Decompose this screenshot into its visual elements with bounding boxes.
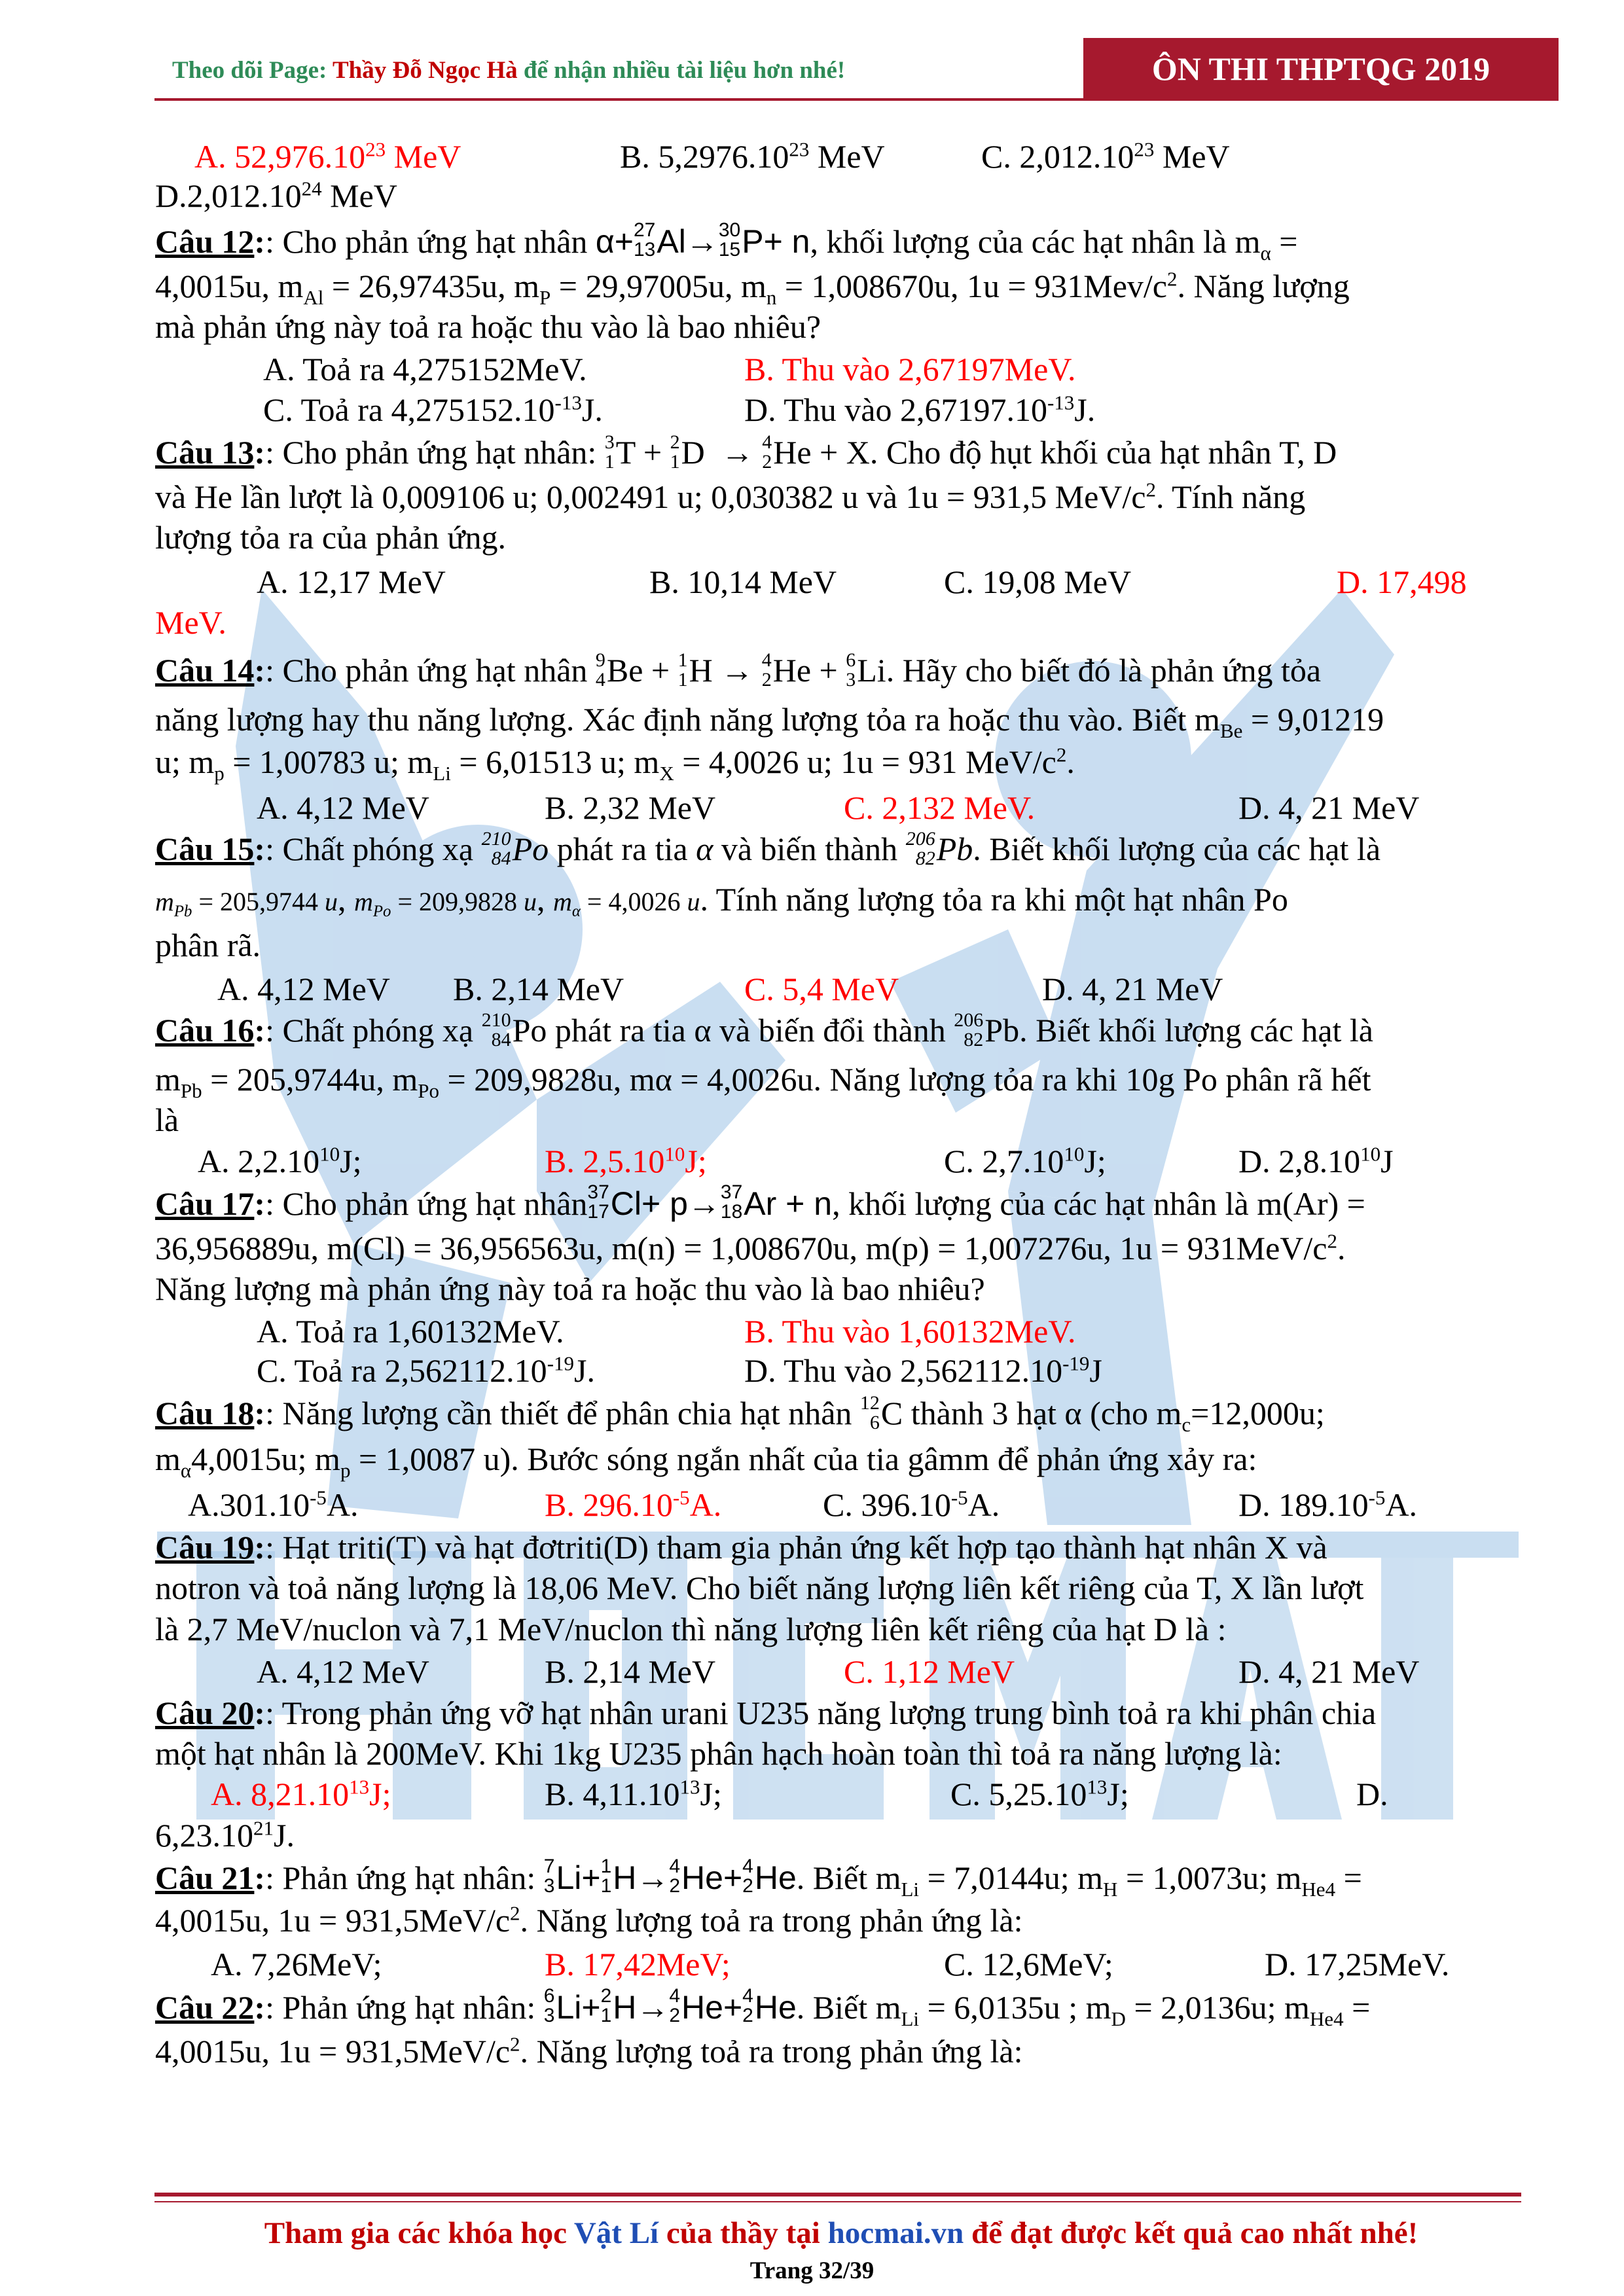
q21-equation: 7 3 Li+ 1 1 H→ 4 2 He+ 4 2 He (543, 1855, 797, 1897)
q17-option-a: A. Toả ra 1,60132MeV. (257, 1313, 564, 1350)
exam-badge: ÔN THI THPTQG 2019 (1083, 38, 1559, 99)
q12-option-c: C. Toả ra $4,275152.10^{-13}J$. (263, 391, 603, 428)
q14-stem: Câu 14:: Cho phản ứng hạt nhân 9 4 Be + 1 1 H → 4 2 He + 6 3 Li. Hãy cho biết đó là phản ứng tỏa (155, 649, 1322, 691)
q21-option-d: D. 17,25MeV. (1265, 1946, 1450, 1982)
q17-stem: Câu 17:: Cho phản ứng hạt nhân 37 17 Cl+ p→ 37 18 Ar + n, khối lượng của các hạt nhân là m(Ar) = (155, 1181, 1365, 1223)
q16-option-d: D. 2,8.10$^{10}$J (1238, 1142, 1394, 1179)
q11-option-a: A. 52,976.10$^{23}$ MeV (194, 137, 461, 175)
q18-option-d: D. $189.10^{-5}A$. (1238, 1486, 1418, 1523)
q14-option-b: B. 2,32 MeV (545, 789, 716, 826)
q19-option-c: C. 1,12 MeV (844, 1653, 1015, 1690)
q20-stem: Câu 20:: Trong phản ứng vỡ hạt nhân urani U235 năng lượng trung bình toả ra khi phân chia (155, 1695, 1377, 1731)
q20-option-c: C. 5,25.10$^{13}$J; (950, 1775, 1129, 1812)
q16-option-b: B. 2,5.10$^{10}$J; (545, 1142, 707, 1179)
footer-promo: Tham gia các khóa học Vật Lí của thầy tại hocmai.vn để đạt được kết quả cao nhất nhé! (264, 2216, 1418, 2250)
q17-stem-2: 36,956889u, m(Cl) = 36,956563u, m(n) = 1,008670u, m(p) = 1,007276u, $1u = 931MeV/c^2$. (155, 1229, 1346, 1266)
q13-label: Câu 13 (155, 434, 255, 471)
q14-equation: 9 4 Be + 1 1 H → 4 2 He + 6 3 Li (595, 649, 886, 691)
q19-option-a: A. 4,12 MeV (257, 1653, 429, 1690)
promo-text: Theo dõi Page: Thầy Đỗ Ngọc Hà để nhận nhiều tài liệu hơn nhé! (172, 57, 846, 84)
q21-stem: Câu 21:: Phản ứng hạt nhân: 7 3 Li+ 1 1 H→ 4 2 He+ 4 2 He. Biết $m_{Li} = 7,0144u$; $m_H = 1,0073u$; $m_{He4}$ = (155, 1855, 1362, 1901)
q21-option-c: C. 12,6MeV; (944, 1946, 1113, 1982)
q21-stem-2: 4,0015u, $1u = 931,5MeV/c^2$. Năng lượng toả ra trong phản ứng là: (155, 1901, 1023, 1939)
q19-label: Câu 19 (155, 1529, 255, 1566)
q13-stem-3: lượng tỏa ra của phản ứng. (155, 519, 507, 556)
q16-stem-3: là (155, 1102, 179, 1138)
q14-stem-2: năng lượng hay thu năng lượng. Xác định năng lượng tỏa ra hoặc thu vào. Biết $m_{Be} = 9,01219$ (155, 701, 1384, 742)
q12-label: Câu 12 (155, 223, 255, 260)
q22-stem: Câu 22:: Phản ứng hạt nhân: 6 3 Li+ 2 1 H→ 4 2 He+ 4 2 He. Biết $m_{Li} = 6,0135u$ ; $m_D = 2,0136u$; $m_{He4}$ = (155, 1984, 1371, 2030)
q15-label: Câu 15 (155, 831, 255, 867)
footer-divider (154, 2193, 1521, 2197)
q21-option-b: B. 17,42MeV; (545, 1946, 731, 1982)
q12-option-a: A. Toả ra 4,275152MeV. (263, 351, 587, 387)
q17-option-b: B. Thu vào 1,60132MeV. (744, 1313, 1076, 1350)
page-number: Trang 32/39 (749, 2257, 875, 2284)
q15-stem-3: phân rã. (155, 927, 261, 963)
q18-option-a: $A.301.10^{-5}A$. (188, 1486, 359, 1523)
q17-label: Câu 17 (155, 1185, 255, 1222)
q12-stem-2: 4,0015u, $m_{Al} = 26,97435u$, $m_P = 29,97005u$, $m_n = 1,008670u$, $1u = 931Mev/c^2$. Năng lượng (155, 267, 1350, 309)
q18-stem-2: $m_\alpha 4,0015u$; $m_p = 1,0087$ u). Bước sóng ngắn nhất của tia gâmm để phản ứng xảy ra: (155, 1441, 1257, 1482)
q20-label: Câu 20 (155, 1695, 255, 1731)
q13-option-c: C. 19,08 MeV (944, 564, 1132, 600)
q21-option-a: A. 7,26MeV; (211, 1946, 382, 1982)
hocmai-link[interactable]: hocmai.vn (827, 2216, 964, 2250)
footer-divider-thin (154, 2201, 1521, 2202)
q15-option-d: D. 4, 21 MeV (1042, 971, 1223, 1007)
q18-option-b: B. $296.10^{-5}A$. (545, 1486, 722, 1523)
q12-stem: Câu 12:: Cho phản ứng hạt nhân α+ 27 13 Al→ 30 15 P+ n, khối lượng của các hạt nhân là $m_\alpha$ = (155, 219, 1298, 264)
teacher-name[interactable]: Thầy Đỗ Ngọc Hà (332, 57, 518, 84)
q12-equation: α+ 27 13 Al→ 30 15 P+ n (595, 219, 810, 260)
q19-stem-2: notron và toả năng lượng là 18,06 MeV. Cho biết năng lượng liên kết riêng của T, X lần lượt (155, 1570, 1364, 1606)
q15-option-a: A. 4,12 MeV (217, 971, 390, 1007)
q17-option-c: C. Toả ra $2,562112.10^{-19}J$. (257, 1352, 595, 1389)
q20-option-a: A. 8,21.10$^{13}$J; (211, 1775, 391, 1812)
q15-stem-2: $m_{Pb} = 205,9744$ u, $m_{Po} = 209,9828$ u, $m_\alpha = 4,0026$ u. Tính năng lượng tỏa ra khi một hạt nhân Po (155, 881, 1288, 920)
q16-label: Câu 16 (155, 1012, 255, 1049)
q13-option-b: B. 10,14 MeV (649, 564, 837, 600)
q11-option-d: D.2,012.10$^{24}$ MeV (155, 177, 397, 214)
q19-stem-3: là 2,7 MeV/nuclon và 7,1 MeV/nuclon thì năng lượng liên kết riêng của hạt D là : (155, 1611, 1227, 1647)
q16-stem: Câu 16:: Chất phóng xạ 210 84 Po phát ra tia α và biến đổi thành 206 82 Pb. Biết khối lượng các hạt là (155, 1009, 1373, 1050)
q20-option-d: D. (1356, 1776, 1388, 1812)
header-divider (154, 98, 1559, 101)
q19-option-d: D. 4, 21 MeV (1238, 1653, 1420, 1690)
q22-equation: 6 3 Li+ 2 1 H→ 4 2 He+ 4 2 He (543, 1984, 797, 2026)
q13-option-a: A. 12,17 MeV (257, 564, 446, 600)
q22-label: Câu 22 (155, 1989, 255, 2026)
q20-option-b: B. 4,11.10$^{13}$J; (545, 1775, 722, 1812)
q14-option-d: D. 4, 21 MeV (1238, 789, 1420, 826)
q14-option-c: C. 2,132 MeV. (844, 789, 1036, 826)
q19-stem: Câu 19:: Hạt triti(T) và hạt đơtriti(D) tham gia phản ứng kết hợp tạo thành hạt nhân X và (155, 1529, 1327, 1566)
q19-option-b: B. 2,14 MeV (545, 1653, 716, 1690)
q17-equation: 37 17 Cl+ p→ 37 18 Ar + n (587, 1181, 833, 1223)
q18-stem: Câu 18:: Năng lượng cần thiết để phân chia hạt nhân 12 6 C thành 3 hạt α (cho $m_c=12,000u$; (155, 1391, 1325, 1436)
q15-stem: Câu 15:: Chất phóng xạ 210 84 Po phát ra tia α và biến thành 206 82 Pb. Biết khối lượng của các hạt là (155, 827, 1381, 869)
q16-option-a: A. 2,2.10$^{10}$J; (198, 1142, 362, 1179)
q13-option-d: D. 17,498 (1337, 564, 1467, 600)
q12-stem-3: mà phản ứng này toả ra hoặc thu vào là bao nhiêu? (155, 308, 821, 345)
q14-stem-3: u; $m_p = 1,00783$ u; $m_{Li} = 6,01513$ u; $m_X = 4,0026$ u; 1u = 931 MeV/$c^2$. (155, 743, 1075, 785)
q21-label: Câu 21 (155, 1859, 255, 1896)
q17-stem-3: Năng lượng mà phản ứng này toả ra hoặc thu vào là bao nhiêu? (155, 1270, 985, 1307)
q11-option-b: B. 5,2976.10$^{23}$ MeV (620, 137, 885, 175)
q13-stem-2: và He lần lượt là 0,009106 u; 0,002491 u; 0,030382 u và 1u = 931,5 MeV/$c^2$. Tính năng (155, 478, 1306, 515)
q15-option-b: B. 2,14 MeV (453, 971, 624, 1007)
q13-equation: 3 1 T + 2 1 D → 4 2 He + X (604, 431, 870, 473)
q16-stem-2: $m_{Pb} = 205,9744u$, $m_{Po} = 209,9828u$, mα = 4,0026u. Năng lượng tỏa ra khi 10g Po phân rã hết (155, 1061, 1371, 1102)
q13-option-d-cont: MeV. (155, 604, 226, 641)
q16-option-c: C. 2,7.10$^{10}$J; (944, 1142, 1106, 1179)
q20-stem-2: một hạt nhân là 200MeV. Khi 1kg U235 phân hạch hoàn toàn thì toả ra năng lượng là: (155, 1735, 1282, 1772)
q18-label: Câu 18 (155, 1395, 255, 1431)
q14-label: Câu 14 (155, 652, 255, 689)
q22-stem-2: 4,0015u, $1u = 931,5MeV/c^2$. Năng lượng toả ra trong phản ứng là: (155, 2032, 1023, 2070)
q12-option-d: D. Thu vào $2,67197.10^{-13}J$. (744, 391, 1096, 428)
q13-stem: Câu 13:: Cho phản ứng hạt nhân: 3 1 T + 2 1 D → 4 2 He + X. Cho độ hụt khối của hạt nhân T, D (155, 431, 1337, 473)
q12-option-b: B. Thu vào 2,67197MeV. (744, 351, 1076, 387)
q18-option-c: C. $396.10^{-5}A$. (823, 1486, 1000, 1523)
q11-option-c: C. 2,012.10$^{23}$ MeV (981, 137, 1230, 175)
q15-option-c: C. 5,4 MeV (744, 971, 899, 1007)
q14-option-a: A. 4,12 MeV (257, 789, 429, 826)
q17-option-d: D. Thu vào $2,562112.10^{-19}J$ (744, 1352, 1102, 1389)
q20-option-d-cont: 6,23.10$^{21}$J. (155, 1816, 295, 1854)
